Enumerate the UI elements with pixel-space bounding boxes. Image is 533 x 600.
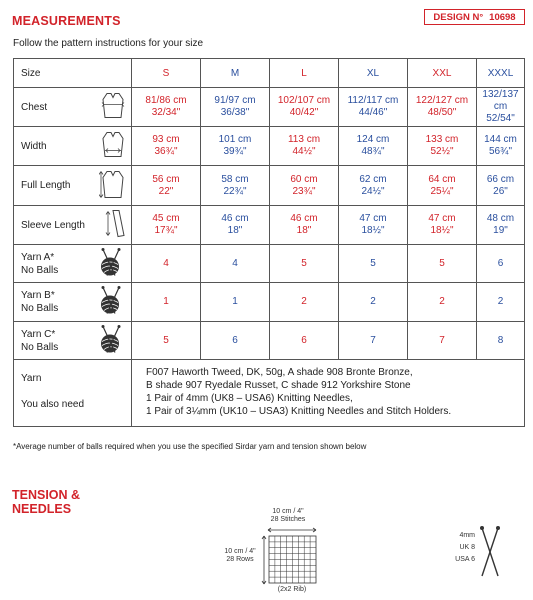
yarn-c-l: 6 xyxy=(270,322,339,360)
length-s: 56 cm 22" xyxy=(132,166,201,206)
footnote: *Average number of balls required when you use the specified Sirdar yarn and tension shown below xyxy=(13,442,367,451)
width-l: 113 cm 44½" xyxy=(270,127,339,166)
also-need-label: You also need xyxy=(21,399,85,410)
sleeve-icon xyxy=(105,209,125,242)
balls-label: No Balls xyxy=(21,264,59,276)
yarn-c-xxxl: 8 xyxy=(477,322,525,360)
yarn-label: Yarn B* xyxy=(21,290,55,301)
length-m: 58 cm 22¾" xyxy=(201,166,270,206)
row-label: Width xyxy=(21,140,47,152)
yarn-b-l: 2 xyxy=(270,283,339,322)
needle-size-labels xyxy=(440,530,475,566)
sleeve-m: 46 cm 18" xyxy=(201,206,270,245)
table-row xyxy=(14,245,525,283)
length-garment-icon xyxy=(99,169,125,202)
sleeve-xxl: 47 cm 18½" xyxy=(408,206,477,245)
length-xxl: 64 cm 25¼" xyxy=(408,166,477,206)
table-row xyxy=(14,166,525,206)
needle-line: 1 Pair of 4mm (UK8 – USA6) Knitting Needles, xyxy=(146,393,353,404)
needle-uk: UK 8 xyxy=(459,544,475,551)
tension-title: TENSION & NEEDLES xyxy=(12,488,81,516)
needle-line: 1 Pair of 3¼mm (UK10 – USA3) Knitting Needles and Stitch Holders. xyxy=(146,406,452,417)
yarn-b-xxxl: 2 xyxy=(477,283,525,322)
yarn-ball-icon xyxy=(97,247,125,280)
chest-xl: 112/117 cm 44/46" xyxy=(339,88,408,127)
width-xxl: 133 cm 52½" xyxy=(408,127,477,166)
row-label-yarn-c xyxy=(14,322,132,360)
needle-mm: 4mm xyxy=(459,532,475,539)
row-label: Full Length xyxy=(21,180,71,191)
size-xl: XL xyxy=(339,59,408,88)
width-garment-icon xyxy=(101,131,125,162)
yarn-label: Yarn C* xyxy=(21,328,56,340)
yarn-a-xxl: 5 xyxy=(408,245,477,283)
swatch-width-label: 10 cm / 4" 28 Stitches xyxy=(270,508,306,523)
design-label: DESIGN N° xyxy=(433,11,484,23)
sleeve-xl: 47 cm 18½" xyxy=(339,206,408,245)
balls-label: No Balls xyxy=(21,341,59,353)
yarn-c-s: 5 xyxy=(132,322,201,360)
sleeve-s: 45 cm 17¾" xyxy=(132,206,201,245)
table-row xyxy=(14,88,525,127)
length-xxxl: 66 cm 26" xyxy=(477,166,525,206)
row-label-full-length xyxy=(14,166,132,206)
yarn-info-row xyxy=(14,360,525,427)
width-s: 93 cm 36¾" xyxy=(132,127,201,166)
design-number-box xyxy=(424,9,525,25)
chest-xxxl: 132/137 cm 52/54" xyxy=(477,88,525,127)
table-row xyxy=(14,283,525,322)
yarn-a-xl: 5 xyxy=(339,245,408,283)
needle-usa: USA 6 xyxy=(455,556,475,563)
measurements-title: MEASUREMENTS xyxy=(12,14,121,28)
size-s: S xyxy=(132,59,201,88)
chest-l: 102/107 cm 40/42" xyxy=(270,88,339,127)
row-label-width xyxy=(14,127,132,166)
chest-xxl: 122/127 cm 48/50" xyxy=(408,88,477,127)
row-label: Sleeve Length xyxy=(21,219,85,231)
size-row xyxy=(14,59,525,88)
size-label: Size xyxy=(14,59,132,88)
stitch-type-label: (2x2 Rib) xyxy=(277,586,307,593)
row-label-yarn-b xyxy=(14,283,132,322)
balls-label: No Balls xyxy=(21,303,59,314)
yarn-b-xxl: 2 xyxy=(408,283,477,322)
yarn-a-m: 4 xyxy=(201,245,270,283)
yarn-a-s: 4 xyxy=(132,245,201,283)
yarn-info-label: Yarn xyxy=(21,373,42,384)
length-xl: 62 cm 24½" xyxy=(339,166,408,206)
knitting-needles-icon xyxy=(476,524,506,580)
size-l: L xyxy=(270,59,339,88)
width-m: 101 cm 39¾" xyxy=(201,127,270,166)
sleeve-l: 46 cm 18" xyxy=(270,206,339,245)
yarn-label: Yarn A* xyxy=(21,251,55,263)
width-xl: 124 cm 48¾" xyxy=(339,127,408,166)
rows-label: 28 Rows xyxy=(226,556,254,563)
subtitle: Follow the pattern instructions for your size xyxy=(13,38,204,49)
yarn-a-xxxl: 6 xyxy=(477,245,525,283)
yarn-c-m: 6 xyxy=(201,322,270,360)
size-xxxl: XXXL xyxy=(477,59,525,88)
size-xxl: XXL xyxy=(408,59,477,88)
stitches-label: 28 Stitches xyxy=(270,516,306,523)
swatch-height-label: 10 cm / 4" 28 Rows xyxy=(224,548,256,563)
yarn-b-m: 1 xyxy=(201,283,270,322)
table-row xyxy=(14,206,525,245)
design-number: 10698 xyxy=(489,11,516,23)
row-label: Chest xyxy=(21,101,48,113)
size-m: M xyxy=(201,59,270,88)
yarn-b-s: 1 xyxy=(132,283,201,322)
row-label-yarn-a xyxy=(14,245,132,283)
chest-m: 91/97 cm 36/38" xyxy=(201,88,270,127)
table-row xyxy=(14,127,525,166)
length-l: 60 cm 23¾" xyxy=(270,166,339,206)
yarn-info-text xyxy=(132,360,525,427)
yarn-b-xl: 2 xyxy=(339,283,408,322)
yarn-c-xxl: 7 xyxy=(408,322,477,360)
yarn-info-labels xyxy=(14,360,132,427)
row-label-sleeve-length xyxy=(14,206,132,245)
row-label-chest xyxy=(14,88,132,127)
chest-s: 81/86 cm 32/34" xyxy=(132,88,201,127)
measurements-table xyxy=(13,58,525,427)
sleeve-xxxl: 48 cm 19" xyxy=(477,206,525,245)
yarn-line: B shade 907 Ryedale Russet, C shade 912 Yorkshire Stone xyxy=(146,380,411,391)
yarn-a-l: 5 xyxy=(270,245,339,283)
tension-swatch-grid xyxy=(261,527,321,587)
table-row xyxy=(14,322,525,360)
yarn-ball-icon xyxy=(97,286,125,319)
yarn-line: F007 Haworth Tweed, DK, 50g, A shade 908 Bronte Bronze, xyxy=(146,367,413,378)
yarn-c-xl: 7 xyxy=(339,322,408,360)
yarn-ball-icon xyxy=(97,324,125,357)
chest-garment-icon xyxy=(101,92,125,123)
width-xxxl: 144 cm 56¾" xyxy=(477,127,525,166)
